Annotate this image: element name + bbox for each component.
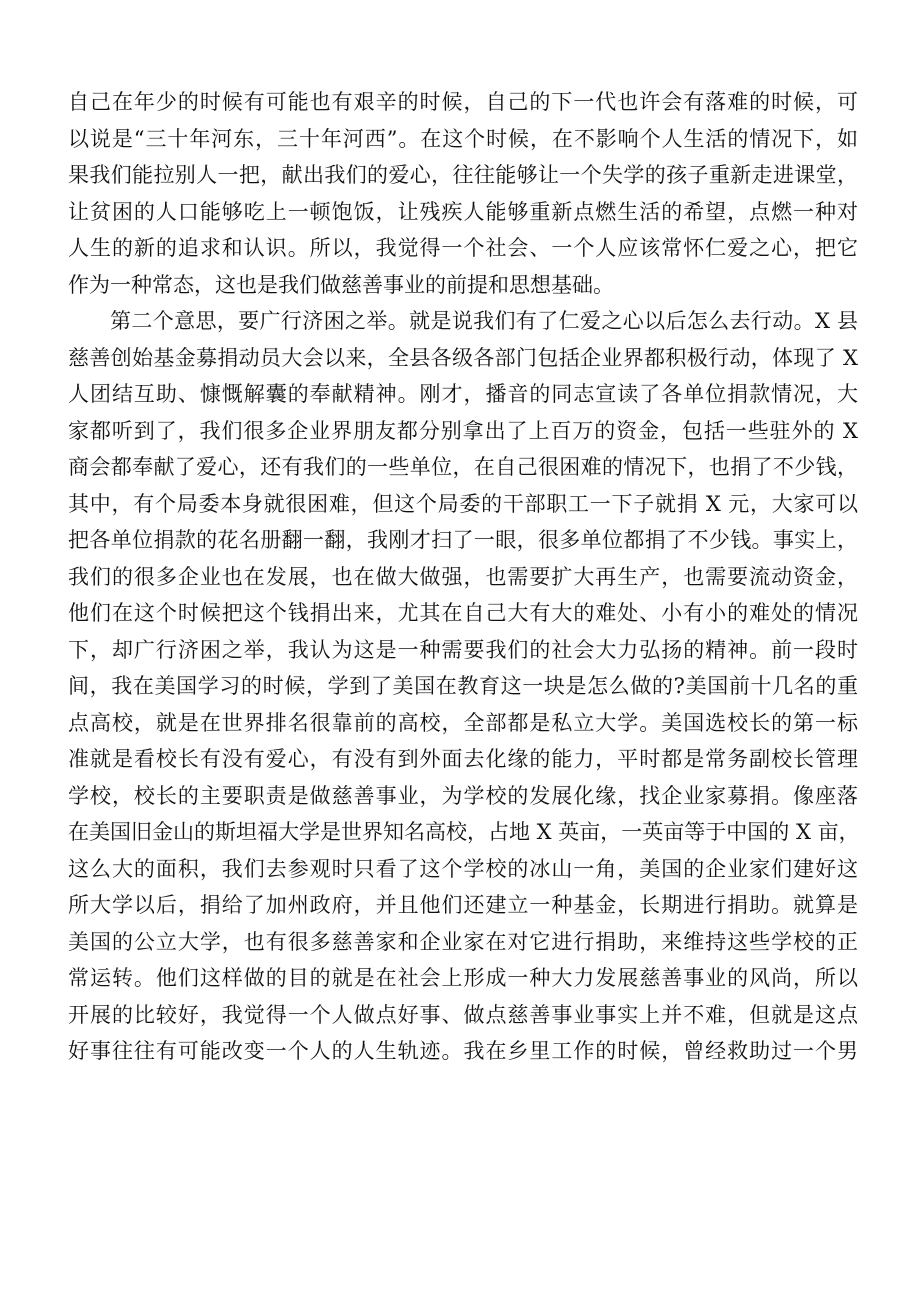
- text-line: 所大学以后，捐给了加州政府，并且他们还建立一种基金，长期进行捐助。就算是: [68, 893, 858, 917]
- text-line: 间，我在美国学习的时候，学到了美国在教育这一块是怎么做的?美国前十几名的重: [68, 674, 858, 698]
- text-line: 其中，有个局委本身就很困难，但这个局委的干部职工一下子就捐 X 元，大家可以: [68, 491, 858, 516]
- text-line: 点高校，就是在世界排名很靠前的高校，全部都是私立大学。美国选校长的第一标: [68, 710, 858, 735]
- text-line: 学校，校长的主要职责是做慈善事业，为学校的发展化缘，找企业家募捐。像座落: [68, 783, 858, 808]
- text-line: 他们在这个时候把这个钱捐出来，尤其在自己大有大的难处、小有小的难处的情况: [68, 601, 858, 625]
- text-line: 我们的很多企业也在发展，也在做大做强，也需要扩大再生产，也需要流动资金，: [68, 564, 858, 589]
- text-line: 让贫困的人口能够吃上一顿饱饭，让残疾人能够重新点燃生活的希望，点燃一种对: [68, 199, 858, 224]
- text-line: 这么大的面积，我们去参观时只看了这个学校的冰山一角，美国的企业家们建好这: [68, 856, 858, 881]
- text-line: 第二个意思，要广行济困之举。就是说我们有了仁爱之心以后怎么去行动。X 县: [110, 309, 858, 333]
- text-line: 自己在年少的时候有可能也有艰辛的时候，自己的下一代也许会有落难的时候，可: [68, 90, 858, 114]
- paragraph-2: [68, 303, 858, 1070]
- text-line: 家都听到了，我们很多企业界朋友都分别拿出了上百万的资金，包括一些驻外的 X: [68, 418, 858, 443]
- text-line: 美国的公立大学，也有很多慈善家和企业家在对它进行捐助，来维持这些学校的正: [68, 929, 858, 954]
- text-line: 慈善创始基金募捐动员大会以来，全县各级各部门包括企业界都积极行动，体现了 X: [68, 345, 858, 370]
- text-line: 把各单位捐款的花名册翻一翻，我刚才扫了一眼，很多单位都捐了不少钱。事实上，: [68, 528, 858, 552]
- text-line: 开展的比较好，我觉得一个人做点好事、做点慈善事业事实上并不难，但就是这点: [68, 1002, 858, 1027]
- text-line: 商会都奉献了爱心，还有我们的一些单位，在自己很困难的情况下，也捐了不少钱，: [68, 455, 858, 479]
- text-line: 人生的新的追求和认识。所以，我觉得一个社会、一个人应该常怀仁爱之心，把它: [68, 236, 858, 260]
- text-line: 在美国旧金山的斯坦福大学是世界知名高校，占地 X 英亩，一英亩等于中国的 X 亩，: [68, 820, 860, 844]
- text-line: 作为一种常态，这也是我们做慈善事业的前提和思想基础。: [68, 272, 614, 297]
- document-body: [68, 84, 858, 1070]
- paragraph-1: [68, 84, 858, 303]
- text-line: 以说是“三十年河东，三十年河西”。在这个时候，在不影响个人生活的情况下，如: [68, 126, 858, 151]
- text-line: 果我们能拉别人一把，献出我们的爱心，往往能够让一个失学的孩子重新走进课堂，: [68, 163, 858, 187]
- text-line: 人团结互助、慷慨解囊的奉献精神。刚才，播音的同志宣读了各单位捐款情况，大: [68, 382, 858, 406]
- text-line: 下，却广行济困之举，我认为这是一种需要我们的社会大力弘扬的精神。前一段时: [68, 637, 858, 662]
- text-line: 好事往往有可能改变一个人的人生轨迹。我在乡里工作的时候，曾经救助过一个男: [68, 1039, 858, 1063]
- text-line: 准就是看校长有没有爱心，有没有到外面去化缘的能力，平时都是常务副校长管理: [68, 747, 858, 771]
- text-line: 常运转。他们这样做的目的就是在社会上形成一种大力发展慈善事业的风尚，所以: [68, 966, 858, 990]
